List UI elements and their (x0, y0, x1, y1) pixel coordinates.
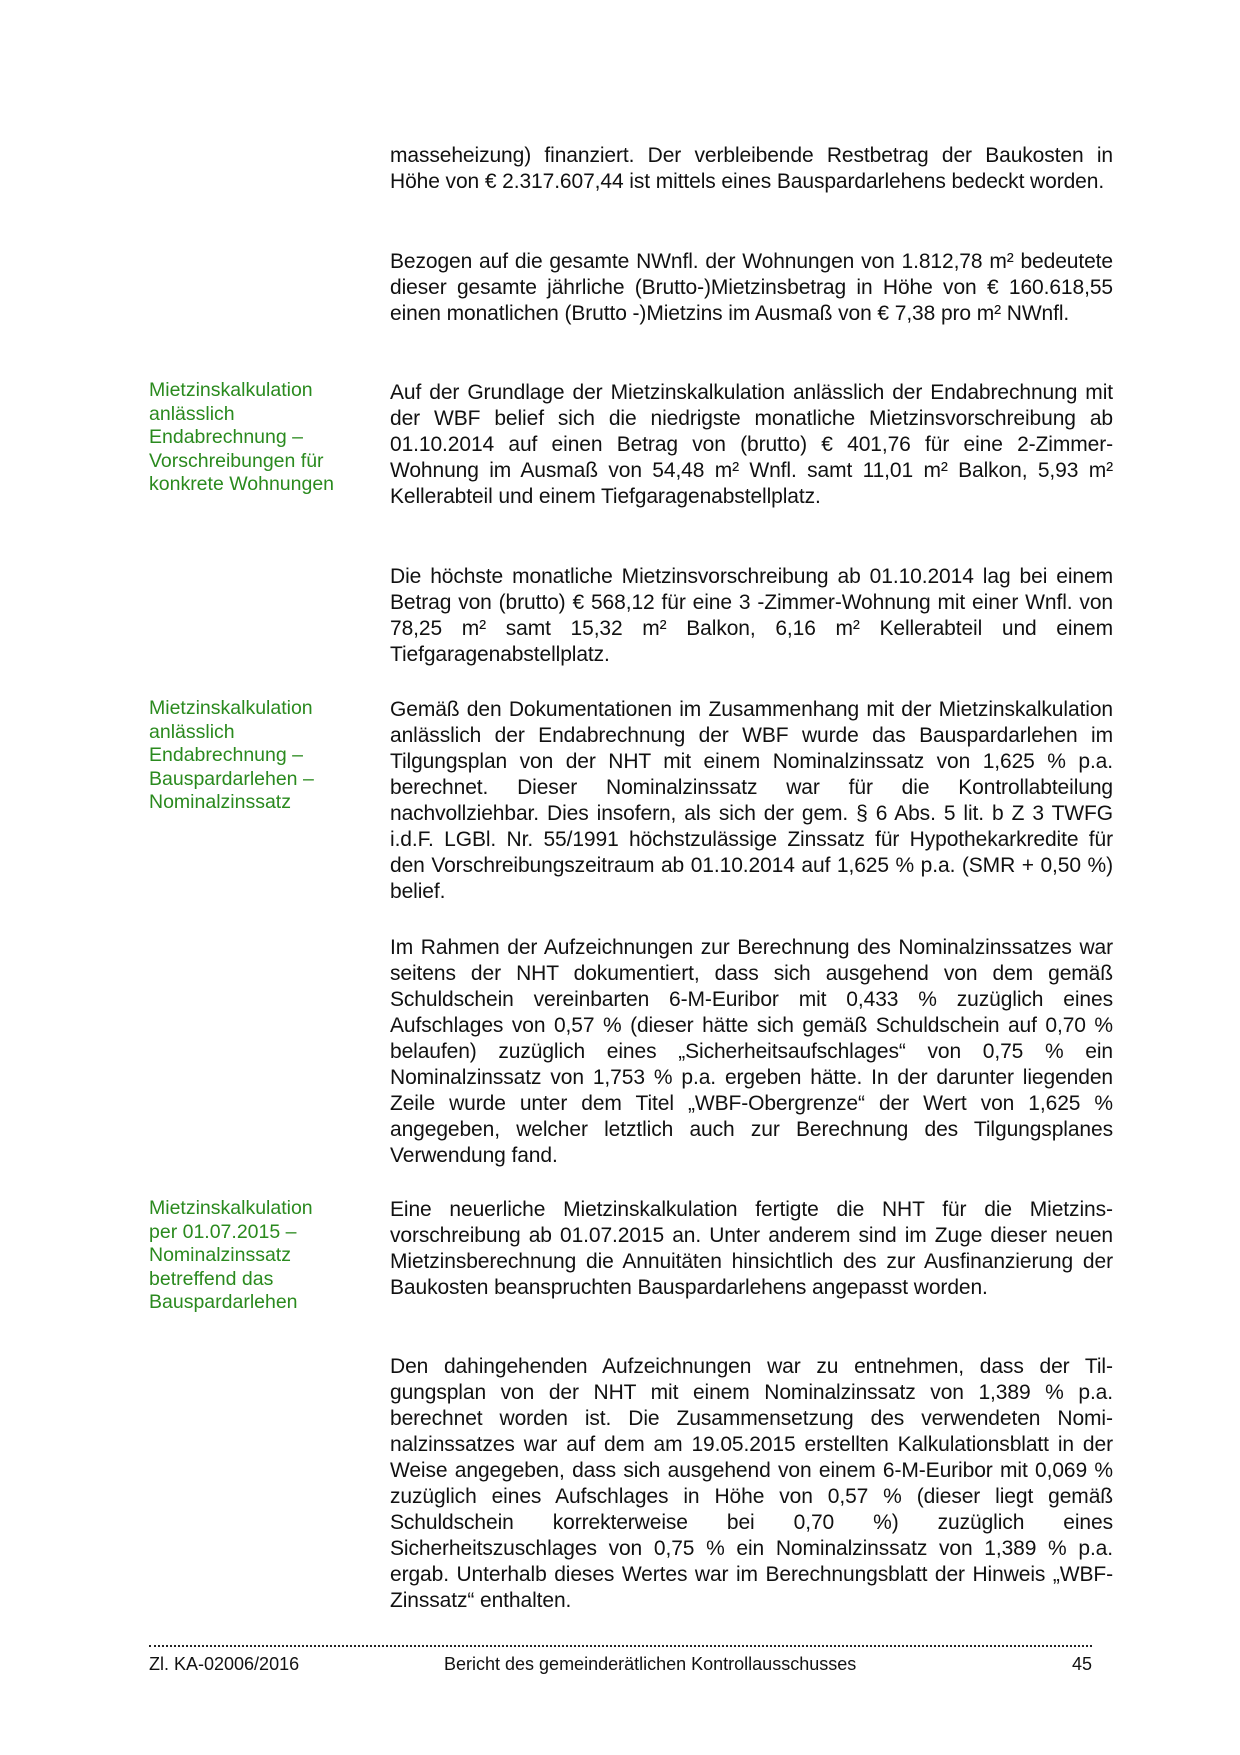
side-label-vorschreibungen (149, 379, 364, 497)
page-footer (149, 1654, 1092, 1680)
footer-reference: Zl. KA-02006/2016 (149, 1654, 300, 1674)
side-label-line: Vorschreibungen für (149, 449, 324, 472)
side-label-nominalzinssatz (149, 697, 364, 815)
paragraph-berechnung-nominalzinssatz: Im Rahmen der Aufzeichnungen zur Berechnung des Nominalzinssatzes war seitens der NHT dokumentiert, dass sich ausgehend von dem gemäß Schuldschein vereinbarten 6-M-Euribor mit 0,433 % zuzüglich eines Aufschlages von 0,57 % (dieser hätte sich gemäß Schuldschein auf 0,70 % belaufen) zuzüglich eines „Sicherheitsaufschlages“ von 0,75 % ein Nominalzinssatz von 1,753 % p.a. ergeben hätte. In der darunter liegenden Zeile wurde unter dem Titel „WBF-Obergrenze“ der Wert von 1,625 % angegeben, welcher letztlich auch zur Berechnung des Tilgungsplanes Verwendung fand. (390, 936, 1113, 1167)
paragraph-tilgungsplan-2015: Den dahingehenden Aufzeichnungen war zu entnehmen, dass der Tilgungsplan von der NHT mit einem Nominalzinssatz von 1,389 % p.a. berechnet worden ist. Die Zusammensetzung des verwendeten Nominalzinssatzes war auf dem am 19.05.2015 erstellten Kalkulationsblatt in der Weise angegeben, dass sich ausgehend von einem 6-M-Euribor mit 0,069 % zuzüglich eines Aufschlages in Höhe von 0,57 % (dieser liegt gemäß Schuldschein korrekterweise bei 0,70 %) zuzüglich eines Sicherheitszuschlages von 0,75 % ein Nominalzinssatz von 1,389 % p.a. ergab. Unterhalb dieses Wertes war im Berechnungsblatt der Hinweis „WBF-Zinssatz“ enthalten. (390, 1355, 1113, 1612)
paragraph-hoechste-vorschreibung: Die höchste monatliche Mietzinsvorschreibung ab 01.10.2014 lag bei einem Betrag von (brutto) € 568,12 für eine 3 -Zimmer-Wohnung mit einer Wnfl. von 78,25 m² samt 15,32 m² Balkon, 6,16 m² Kellerabteil und einem Tiefgaragenabstellplatz. (390, 565, 1113, 666)
side-label-line: Endabrechnung – (149, 426, 303, 449)
side-label-line: betreffend das (149, 1267, 274, 1290)
side-label-line: per 01.07.2015 – (149, 1220, 297, 1243)
footer-title: Bericht des gemeinderätlichen Kontrollausschusses (444, 1654, 857, 1674)
side-label-line: Nominalzinssatz (149, 791, 291, 814)
side-label-line: Bauspardarlehen (149, 1291, 298, 1314)
side-label-line: Endabrechnung – (149, 744, 303, 767)
side-label-line: Mietzinskalkulation (149, 379, 313, 401)
side-label-line: Mietzinskalkulation (149, 1197, 313, 1219)
paragraph-nwnfl: Bezogen auf die gesamte NWnfl. der Wohnungen von 1.812,78 m² bedeutete dieser gesamte jährliche (Brutto-)Mietzinsbetrag in Höhe von € 160.618,55 einen monatlichen (Brutto -)Mietzins im Ausmaß von € 7,38 pro m² NWnfl. (390, 250, 1113, 325)
side-label-kalkulation-2015 (149, 1197, 364, 1315)
paragraph-restbetrag: masseheizung) finanziert. Der verbleibende Restbetrag der Baukosten in Höhe von € 2.317.607,44 ist mittels eines Bauspardarlehens bedeckt worden. (390, 144, 1113, 193)
paragraph-bauspardarlehen-zinssatz: Gemäß den Dokumentationen im Zusammenhang mit der Mietzinskalkulation anlässlich der Endabrechnung der WBF wurde das Bauspardarlehen im Tilgungsplan von der NHT mit einem Nominalzinssatz von 1,625 % p.a. berechnet. Dieser Nominalzinssatz war für die Kontrollabteilung nachvollziehbar. Dies insofern, als sich der gem. § 6 Abs. 5 lit. b Z 3 TWFG i.d.F. LGBl. Nr. 55/1991 höchstzulässige Zinssatz für Hypothekarkredite für den Vorschreibungszeitraum ab 01.10.2014 auf 1,625 % p.a. (SMR + 0,50 %) belief. (390, 698, 1113, 903)
side-label-line: anlässlich (149, 402, 235, 425)
paragraph-niedrigste-vorschreibung: Auf der Grundlage der Mietzinskalkulation anlässlich der Endabrechnung mit der WBF belief sich die niedrigste monatliche Mietzinsvorschreibung ab 01.10.2014 auf einen Betrag von (brutto) € 401,76 für eine 2-Zimmer-Wohnung im Ausmaß von 54,48 m² Wnfl. samt 11,01 m² Balkon, 5,93 m² Kellerabteil und einem Tiefgaragenabstellplatz. (390, 381, 1113, 508)
footer-divider (149, 1645, 1092, 1647)
side-label-line: Mietzinskalkulation (149, 697, 313, 719)
side-label-line: konkrete Wohnungen (149, 473, 335, 496)
page-number: 45 (1071, 1654, 1092, 1674)
paragraph-neue-kalkulation: Eine neuerliche Mietzinskalkulation fertigte die NHT für die Mietzinsvorschreibung ab 01.07.2015 an. Unter anderem sind im Zuge dieser neuen Mietzinsberechnung die Annuitäten hinsichtlich des zur Ausfinanzierung der Baukosten beanspruchten Bauspardarlehens angepasst worden. (390, 1198, 1113, 1299)
side-label-line: anlässlich (149, 720, 235, 743)
side-label-line: Bauspardarlehen – (149, 767, 314, 790)
side-label-line: Nominalzinssatz (149, 1244, 291, 1267)
